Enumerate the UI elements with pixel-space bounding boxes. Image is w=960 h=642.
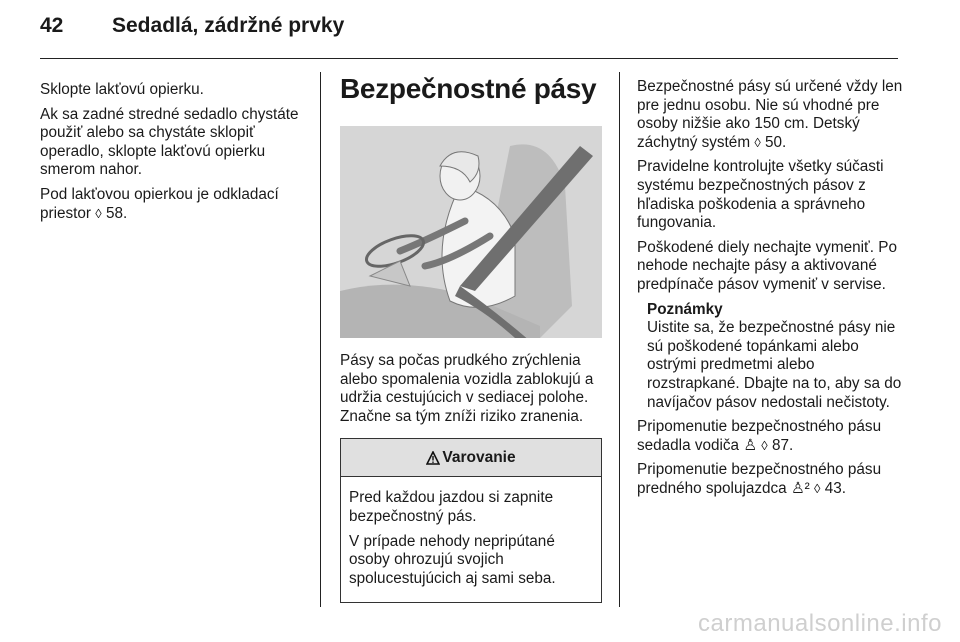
paragraph	[637, 78, 905, 152]
chapter-title: Sedadlá, zádržné prvky	[112, 14, 345, 37]
page-ref-icon: ◊	[95, 205, 102, 221]
warning-title: Varovanie	[442, 448, 516, 466]
site-watermark: carmanualsonline.info	[698, 610, 942, 637]
paragraph-text: Pripomenutie bezpečnostného pásu predného spolujazdca	[637, 461, 882, 497]
column-divider-right	[619, 72, 620, 607]
paragraph-text: Pod lakťovou opierkou je odkladací priestor	[40, 185, 279, 222]
page-number: 42	[40, 14, 64, 37]
column-divider-left	[320, 72, 321, 607]
note-text: Uistite sa, že bezpečnostné pásy nie sú poškodené topánkami alebo ostrými predmetmi alebo rozstrapkané. Dbajte na to, aby sa do navíjačov pásov nedostali nečistoty.	[647, 319, 902, 411]
paragraph: Sklopte lakťovú opierku.	[40, 81, 204, 98]
page-ref-link[interactable]: 58.	[105, 204, 128, 222]
column-right	[637, 78, 905, 504]
warning-triangle-icon	[426, 451, 440, 465]
section-title: Bezpečnostné pásy	[340, 73, 597, 104]
warning-body	[341, 477, 601, 602]
page-ref-icon: ◊	[754, 134, 761, 150]
page-ref-icon: ◊	[761, 437, 768, 453]
seatbelt-reminder-icon: ♙	[743, 436, 758, 454]
warning-header	[341, 439, 601, 477]
passenger-seatbelt-reminder-icon: ♙²	[790, 479, 810, 497]
paragraph-text: Bezpečnostné pásy sú určené vždy len pre jednu osobu. Nie sú vhodné pre osoby nižšie ako 150 cm. Detský záchytný systém	[637, 78, 903, 151]
paragraph: V prípade nehody nepripútané osoby ohrozujú svojich spolucestujúcich aj sami seba.	[349, 532, 556, 587]
paragraph: Poškodené diely nechajte vymeniť. Po nehode nechajte pásy a aktivované predpínače pásov vymeniť v servise.	[637, 238, 897, 293]
paragraph: Pravidelne kontrolujte všetky súčasti systému bezpečnostných pásov z hľadiska poškodenia a správneho fungovania.	[637, 158, 884, 232]
seatbelt-driver-illustration	[340, 126, 602, 338]
paragraph: Pásy sa počas prudkého zrýchlenia alebo spomalenia vozidla zablokujú a udržia cestujúcich v sediacej polohe. Značne sa tým zníži riziko zranenia.	[340, 352, 594, 425]
warning-box	[340, 438, 602, 603]
paragraph	[40, 186, 305, 223]
note-block	[637, 301, 905, 413]
paragraph	[637, 461, 905, 498]
note-title: Poznámky	[647, 300, 723, 318]
column-middle	[340, 72, 602, 603]
header-rule	[40, 58, 898, 59]
paragraph: Pred každou jazdou si zapnite bezpečnostný pás.	[349, 489, 554, 525]
paragraph: Ak sa zadné stredné sedadlo chystáte použiť alebo sa chystáte sklopiť operadlo, sklopte lakťovú opierku smerom nahor.	[40, 105, 299, 179]
page-ref-link[interactable]: 87.	[771, 436, 794, 454]
column-left	[40, 81, 305, 229]
paragraph	[637, 418, 905, 455]
page-ref-link[interactable]: 50.	[765, 133, 787, 151]
page-ref-icon: ◊	[814, 480, 821, 496]
paragraph-text: Pripomenutie bezpečnostného pásu sedadla vodiča	[637, 418, 882, 454]
page-header	[40, 14, 344, 38]
page-ref-link[interactable]: 43.	[824, 479, 846, 497]
